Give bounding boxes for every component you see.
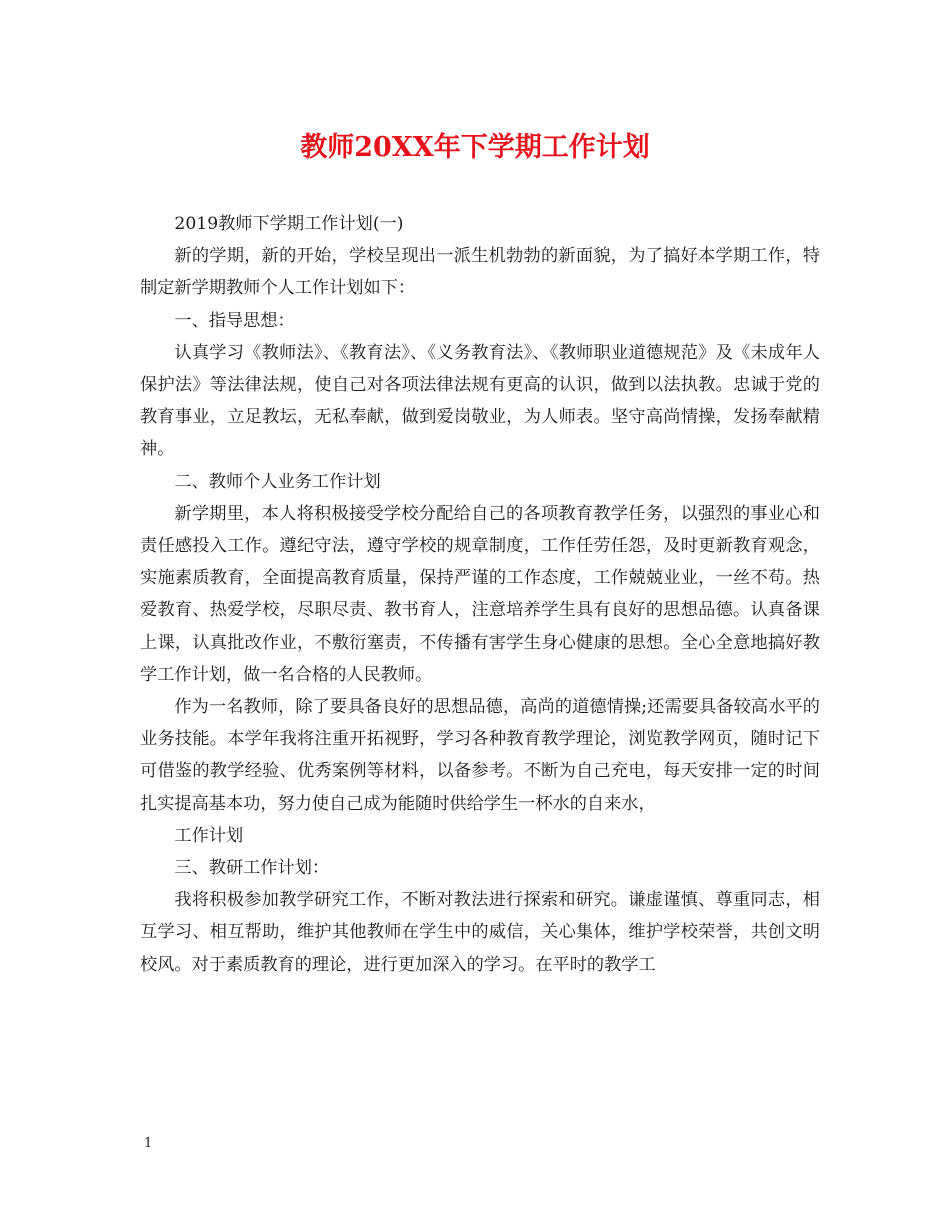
heading-guiding-ideology: 一、指导思想： bbox=[174, 310, 295, 331]
heading-research-plan: 三、教研工作计划： bbox=[174, 858, 330, 879]
page-number: 1 bbox=[144, 1136, 153, 1151]
document-body bbox=[140, 208, 820, 981]
paragraph-subtitle: 2019教师下学期工作计划(一) bbox=[174, 214, 404, 234]
paragraph-research-plan: 我将积极参加教学研究工作，不断对教法进行探索和研究。谦虚谨慎、尊重同志，相互学习、相互帮助，维护其他教师在学生中的威信，关心集体，维护学校荣誉，共创文明校风。对于素质教育的理论，进行更加深入的学习。在平时的教学工 bbox=[140, 890, 820, 975]
paragraph-intro: 新的学期，新的开始，学校呈现出一派生机勃勃的新面貌，为了搞好本学期工作，特制定新学期教师个人工作计划如下： bbox=[140, 246, 820, 299]
paragraph-personal-work-plan: 新学期里，本人将积极接受学校分配给自己的各项教育教学任务，以强烈的事业心和责任感投入工作。遵纪守法，遵守学校的规章制度，工作任劳任怨，及时更新教育观念，实施素质教育，全面提高教育质量，保持严谨的工作态度，工作兢兢业业，一丝不苟。热爱教育、热爱学校，尽职尽责、教书育人，注意培养学生具有良好的思想品德。认真备课上课，认真批改作业，不敷衍塞责，不传播有害学生身心健康的思想。全心全意地搞好教学工作计划，做一名合格的人民教师。 bbox=[140, 503, 820, 685]
heading-personal-work-plan: 二、教师个人业务工作计划 bbox=[174, 471, 381, 492]
paragraph-work-plan-label: 工作计划 bbox=[174, 825, 244, 846]
paragraph-guiding-ideology: 认真学习《教师法》、《教育法》、《义务教育法》、《教师职业道德规范》及《未成年人保护法》等法律法规，使自己对各项法律法规有更高的认识，做到以法执教。忠诚于党的教育事业，立足教坛，无私奉献，做到爱岗敬业，为人师表。坚守高尚情操，发扬奉献精神。 bbox=[140, 342, 820, 460]
paragraph-teacher-skills: 作为一名教师，除了要具备良好的思想品德，高尚的道德情操;还需要具备较高水平的业务技能。本学年我将注重开拓视野，学习各种教育教学理论，浏览教学网页，随时记下可借鉴的教学经验、优秀案例等材料，以备参考。不断为自己充电，每天安排一定的时间扎实提高基本功，努力使自己成为能随时供给学生一杯水的自来水， bbox=[140, 697, 820, 814]
document-title: 教师20XX年下学期工作计划 bbox=[300, 132, 650, 163]
